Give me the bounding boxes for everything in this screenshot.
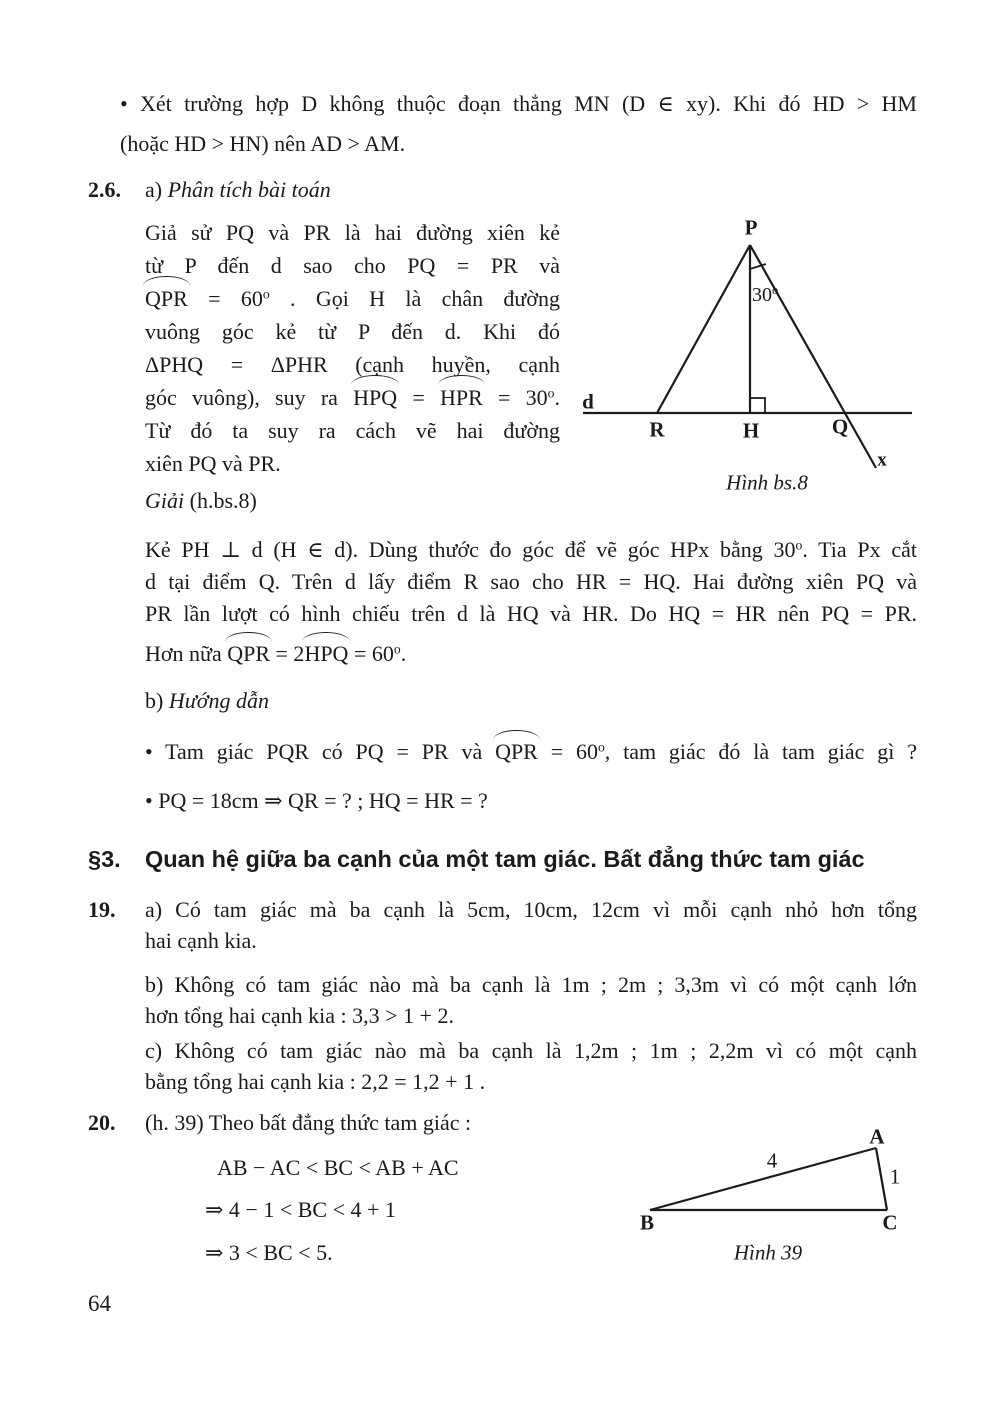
equation-line: AB − AC < BC < AB + AC xyxy=(217,1155,459,1180)
paragraph-line: Kẻ PH ⊥ d (H ∈ d). Dùng thước đo góc để vẽ góc HPx bằng 30$^o$. Tia Px cắt xyxy=(145,537,917,562)
paragraph-line: (hoặc HD > HN) nên AD > AM. xyxy=(120,131,406,156)
degree-sup: o xyxy=(772,283,779,298)
paragraph-line: góc vuông), suy ra HPQ = HPR = $30^o$. xyxy=(145,381,560,414)
degree-sup: o xyxy=(547,385,555,401)
ray-px xyxy=(750,245,876,468)
paragraph-line: Giả sử PQ và PR là hai đường xiên kẻ xyxy=(145,220,560,245)
paragraph-line: Hơn nữa QPR = $2HPQ = 60^o$. xyxy=(145,638,917,670)
degree-sup: o xyxy=(262,286,270,302)
section-3-title: Quan hệ giữa ba cạnh của một tam giác. Bất đẳng thức tam giác xyxy=(145,846,865,872)
exercise-19-part-a xyxy=(145,894,917,956)
solution-label: Giải xyxy=(145,488,185,513)
angle-name: QPR xyxy=(495,736,538,768)
part-b-label: b) xyxy=(145,688,169,713)
angle-value-label: 30$^o$ xyxy=(752,283,779,306)
part-a-title: Phân tích bài toán xyxy=(167,177,331,202)
segment-ac xyxy=(876,1148,887,1210)
paragraph-line: từ P đến d sao cho PQ = PR và xyxy=(145,253,560,278)
segment-pr xyxy=(657,245,750,413)
degree-sup: o xyxy=(795,537,803,553)
page-number: 64 xyxy=(88,1291,111,1316)
segment-ba xyxy=(650,1148,876,1210)
side-length-ab: 4 xyxy=(766,1148,778,1173)
intro-paragraph xyxy=(120,84,917,164)
ray-label-x: x xyxy=(877,449,887,471)
point-label-q: Q xyxy=(831,414,849,439)
exercise-20-number: 20. xyxy=(88,1110,116,1135)
angle-name: HPQ xyxy=(304,638,348,670)
paragraph-line: a) Có tam giác mà ba cạnh là 5cm, 10cm, 12cm vì mỗi cạnh nhỏ hơn tổng xyxy=(145,897,917,922)
degree-sup: o xyxy=(393,641,401,657)
equation-line: ⇒ 4 − 1 < BC < 4 + 1 xyxy=(205,1197,396,1222)
degree-sup: o xyxy=(597,739,605,755)
exercise-2-6-part-a-heading xyxy=(145,174,331,206)
figure-bs8 xyxy=(555,212,920,504)
exercise-19-number: 19. xyxy=(88,897,116,922)
part-a-label: a) xyxy=(145,177,168,202)
paragraph-line: ΔPHQ = ΔPHR (cạnh huyền, cạnh xyxy=(145,352,560,377)
equation-line: ⇒ 3 < BC < 5. xyxy=(205,1240,333,1265)
angle-name: HPR xyxy=(440,381,483,414)
point-label-c: C xyxy=(882,1210,898,1235)
paragraph-line: b) Không có tam giác nào mà ba cạnh là 1m ; 2m ; 3,3m vì có một cạnh lớn xyxy=(145,972,917,997)
paragraph-line: c) Không có tam giác nào mà ba cạnh là 1,2m ; 1m ; 2,2m vì có một cạnh xyxy=(145,1038,917,1063)
paragraph-line: • Xét trường hợp D không thuộc đoạn thẳng MN (D ∈ xy). Khi đó HD > HM xyxy=(120,91,917,116)
angle-name: QPR xyxy=(227,638,270,670)
paragraph-line: PR lần lượt có hình chiếu trên d là HQ và HR. Do HQ = HR nên PQ = PR. xyxy=(145,601,917,626)
part-b-title: Hướng dẫn xyxy=(168,688,269,713)
solution-paragraph xyxy=(145,534,917,670)
paragraph-line: vuông góc kẻ từ P đến d. Khi đó xyxy=(145,319,560,344)
angle-name: QPR xyxy=(145,282,188,315)
exercise-19-part-b xyxy=(145,969,917,1031)
hint-line-2: • PQ = 18cm ⇒ QR = ? ; HQ = HR = ? xyxy=(145,788,488,813)
paragraph-line: Từ đó ta suy ra cách vẽ hai đường xyxy=(145,418,560,443)
side-length-ac: 1 xyxy=(889,1164,901,1189)
line-label-d: d xyxy=(582,389,594,414)
paragraph-line: hai cạnh kia. xyxy=(145,928,257,953)
hint-line-1: • Tam giác PQR có PQ = PR và QPR = $60^o$, tam giác đó là tam giác gì ? xyxy=(145,736,917,768)
paragraph-line: QPR = $60^o$ . Gọi H là chân đường xyxy=(145,282,560,315)
exercise-2-6-number: 2.6. xyxy=(88,177,121,202)
paragraph-line: hơn tổng hai cạnh kia : 3,3 > 1 + 2. xyxy=(145,1003,454,1028)
exercise-20-intro: (h. 39) Theo bất đẳng thức tam giác : xyxy=(145,1110,472,1135)
point-label-r: R xyxy=(649,417,665,442)
exercise-2-6-part-b-heading xyxy=(145,685,269,717)
figure-bs8-caption: Hình bs.8 xyxy=(726,470,808,495)
paragraph-line: d tại điểm Q. Trên d lấy điểm R sao cho HR = HQ. Hai đường xiên PQ và xyxy=(145,569,917,594)
angle-name: HPQ xyxy=(353,381,397,414)
solution-heading xyxy=(145,485,257,517)
right-angle-mark xyxy=(750,398,765,413)
point-label-p: P xyxy=(744,215,758,240)
point-label-a: A xyxy=(869,1124,885,1149)
paragraph-line: xiên PQ và PR. xyxy=(145,451,281,476)
section-3-number: §3. xyxy=(88,846,121,872)
exercise-19-part-c xyxy=(145,1035,917,1097)
point-label-b: B xyxy=(639,1210,655,1235)
point-label-h: H xyxy=(742,418,760,443)
figure-39-caption: Hình 39 xyxy=(733,1240,803,1265)
figure-39 xyxy=(615,1125,955,1275)
paragraph-line: bằng tổng hai cạnh kia : 2,2 = 1,2 + 1 . xyxy=(145,1069,486,1094)
analysis-column xyxy=(145,216,560,480)
figure-bs8-drawing xyxy=(555,212,920,504)
solution-figure-ref: (h.bs.8) xyxy=(184,488,257,513)
